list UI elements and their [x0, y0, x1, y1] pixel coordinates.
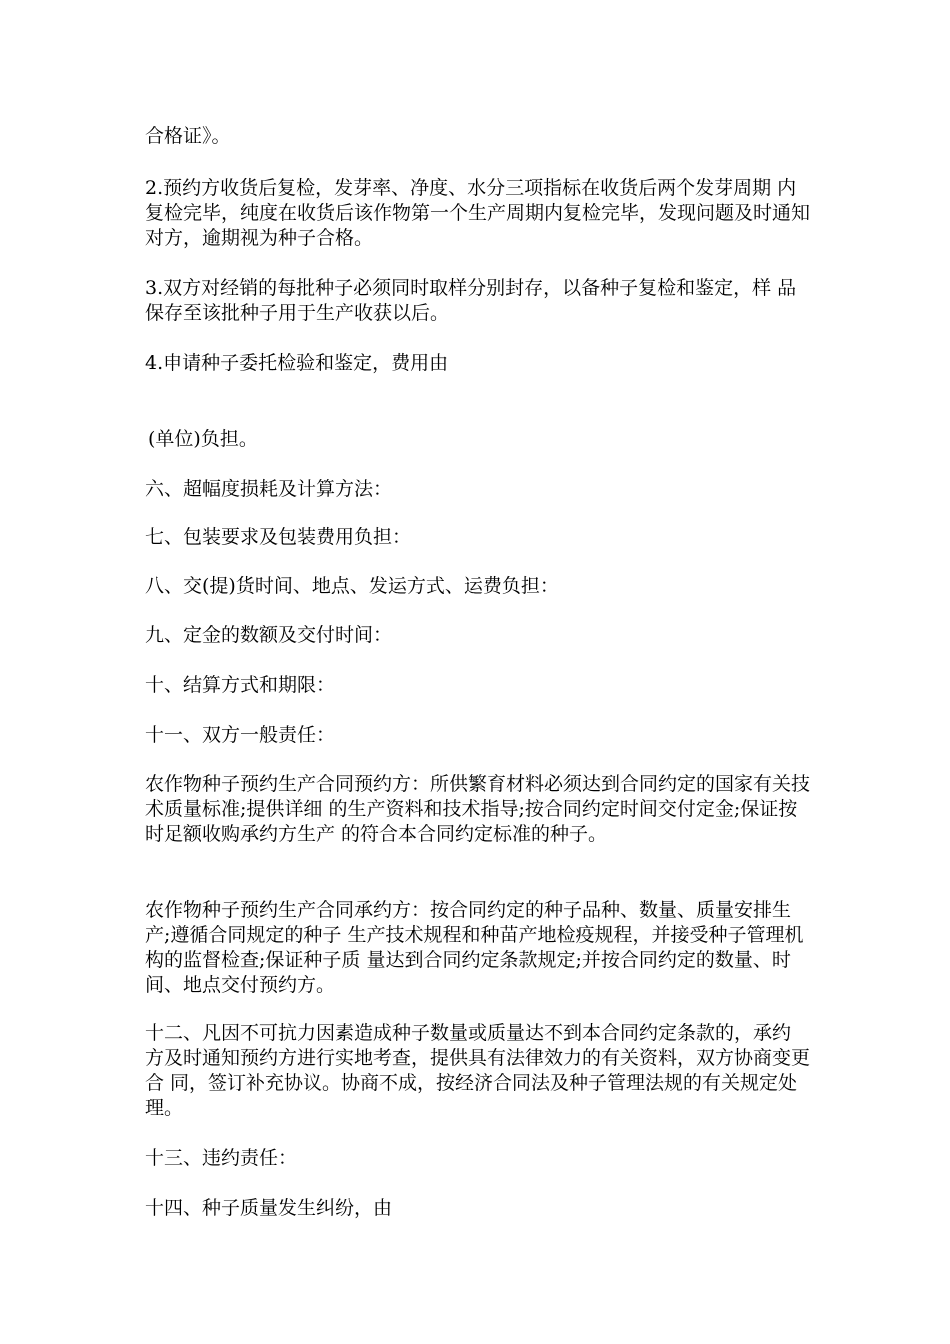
paragraph-item-2-recheck: 2.预约方收货后复检，发芽率、净度、水分三项指标在收货后两个发芽周期 内复检完毕，纯度在收货后该作物第一个生产周期内复检完毕，发现问题及时通知 对方，逾期视为种子合格。: [145, 177, 811, 249]
paragraph-section-12-force-majeure: 十二、凡因不可抗力因素造成种子数量或质量达不到本合同约定条款的，承约 方及时通知预约方进行实地考查，提供具有法律效力的有关资料，双方协商变更合 同，签订补充协议。协商不成，按经济合同法及种子管理法规的有关规定处理。: [145, 1022, 811, 1119]
heading-section-10: 十、结算方式和期限：: [145, 674, 336, 696]
paragraph-certificate-end: 合格证》。: [145, 125, 231, 147]
heading-section-9: 九、定金的数额及交付时间：: [145, 624, 393, 646]
paragraph-unit-bears: (单位)负担。: [148, 428, 258, 450]
heading-section-13: 十三、违约责任：: [145, 1147, 298, 1169]
paragraph-item-4-inspection-fee: 4.申请种子委托检验和鉴定，费用由: [145, 352, 449, 374]
heading-section-8: 八、交(提)货时间、地点、发运方式、运费负担：: [145, 575, 559, 597]
heading-section-11: 十一、双方一般责任：: [145, 724, 336, 746]
paragraph-item-3-sampling: 3.双方对经销的每批种子必须同时取样分别封存，以备种子复检和鉴定，样 品保存至该批种子用于生产收获以后。: [145, 277, 797, 324]
paragraph-contractor-party-duties: 农作物种子预约生产合同承约方：按合同约定的种子品种、数量、质量安排生产;遵循合同规定的种子 生产技术规程和种苗产地检疫规程，并接受种子管理机构的监督检查;保证种子质 量达到合同约定条款规定;并按合同约定的数量、时间、地点交付预约方。: [145, 899, 804, 996]
heading-section-14: 十四、种子质量发生纠纷，由: [145, 1197, 393, 1219]
paragraph-preorder-party-duties: 农作物种子预约生产合同预约方：所供繁育材料必须达到合同约定的国家有关技术质量标准;提供详细 的生产资料和技术指导;按合同约定时间交付定金;保证按时足额收购承约方生产 的符合本合同约定标准的种子。: [145, 773, 811, 845]
heading-section-6: 六、超幅度损耗及计算方法：: [145, 478, 393, 500]
heading-section-7: 七、包装要求及包装费用负担：: [145, 526, 412, 548]
